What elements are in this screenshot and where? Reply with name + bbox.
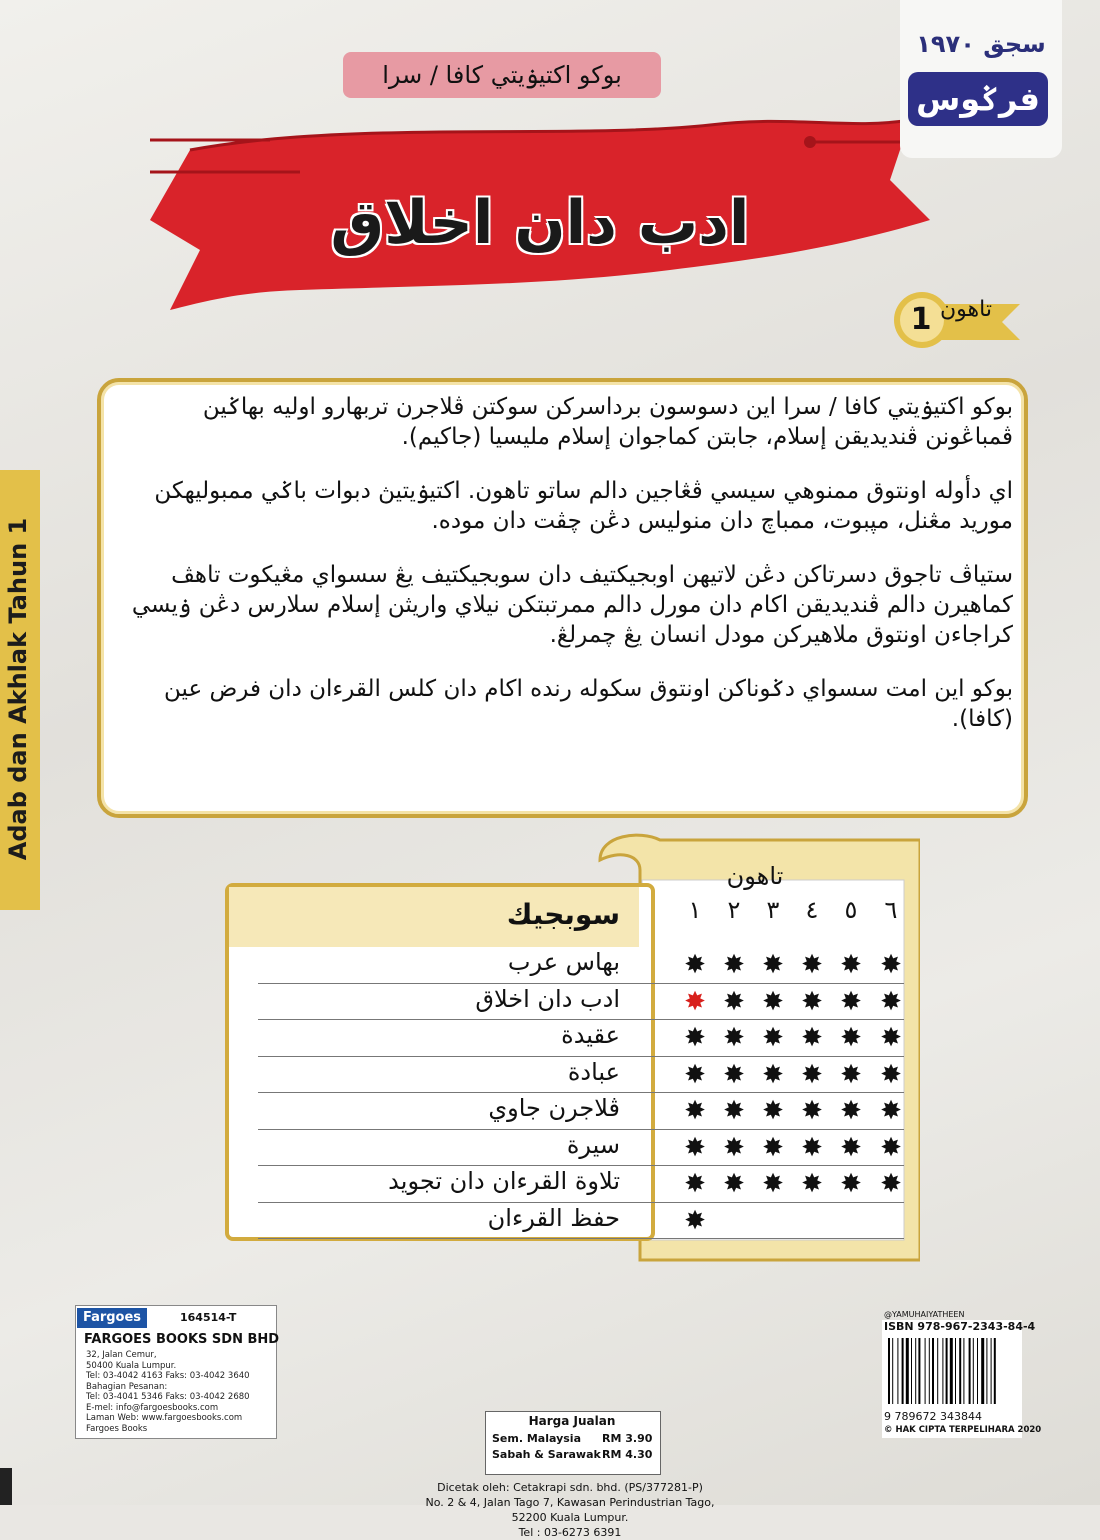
star-icon: ✸ — [880, 986, 902, 1017]
barcode-bar — [994, 1338, 996, 1404]
star-icon: ✸ — [723, 1059, 745, 1090]
barcode-bar — [937, 1338, 938, 1404]
barcode-bar — [911, 1338, 912, 1404]
publisher-line: Bahagian Pesanan: — [86, 1381, 168, 1392]
star-icon: ✸ — [880, 1096, 902, 1126]
star-icon: ✸ — [723, 1096, 745, 1126]
barcode-bar — [892, 1338, 893, 1404]
barcode-bar — [981, 1338, 984, 1404]
star-icon: ✸ — [801, 1096, 823, 1126]
star-icon: ✸ — [801, 1132, 823, 1163]
barcode-bar — [950, 1338, 953, 1404]
star-icon: ✸ — [840, 1132, 862, 1163]
book-title: ادب دان اخلاق — [330, 188, 750, 258]
barcode-bar — [929, 1338, 930, 1404]
publisher-name: FARGOES BOOKS SDN BHD — [84, 1332, 280, 1347]
star-icon: ✸ — [684, 1059, 706, 1090]
star-icon: ✸ — [801, 1169, 823, 1199]
price-region: Sem. Malaysia — [492, 1432, 581, 1445]
barcode-bar — [888, 1338, 890, 1404]
table-row-divider — [258, 1238, 904, 1239]
publisher-line: Tel: 03-4042 4163 Faks: 03-4042 3640 — [86, 1371, 250, 1381]
barcode-bar — [925, 1338, 926, 1404]
publisher-line: Laman Web: www.fargoesbooks.com — [86, 1413, 243, 1423]
star-icon: ✸ — [762, 1132, 784, 1163]
star-icon: ✸ — [762, 1169, 784, 1199]
barcode-bar — [963, 1338, 964, 1404]
star-icon: ✸ — [801, 950, 823, 980]
price-region: Sabah & Sarawak — [492, 1448, 601, 1461]
barcode-bar — [955, 1338, 956, 1404]
barcode-bar — [991, 1338, 992, 1404]
barcode-bar — [906, 1338, 909, 1404]
table-row-divider — [258, 1165, 904, 1166]
publisher-line: Fargoes Books — [86, 1423, 148, 1434]
barcode-bar — [915, 1338, 916, 1404]
year-header: ٥ — [844, 896, 858, 924]
publisher-line: E-mel: info@fargoesbooks.com — [86, 1402, 219, 1413]
publisher-logo: Fargoes — [77, 1308, 147, 1328]
table-row-divider — [258, 1202, 904, 1203]
printer-line: Tel : 03-6273 6391 — [518, 1526, 622, 1539]
barcode-bar — [942, 1338, 943, 1404]
description-paragraph-1: بوكو اكتيۏيتي كافا / سرا اين دسوسون برداسركن سوكتن ڤلاجرن تربهارو اوليه بهاݢين ڤمباڠونن ڤنديديقن إسلام، جابتن كماجوان إسلام مليسيا (جاكيم). — [202, 394, 1013, 450]
publisher-reg: 164514-T — [180, 1311, 237, 1324]
subject-name: بهاس عرب — [507, 948, 620, 976]
star-icon: ✸ — [801, 1023, 823, 1053]
description-text — [125, 392, 1013, 758]
barcode-bar — [977, 1338, 978, 1404]
table-row-divider — [258, 983, 904, 984]
table-header-label: سوبجيك — [506, 898, 620, 931]
star-icon: ✸ — [684, 986, 706, 1017]
star-icon: ✸ — [840, 1096, 862, 1126]
price-value: RM 4.30 — [602, 1448, 653, 1461]
star-icon: ✸ — [723, 950, 745, 980]
star-icon: ✸ — [880, 1132, 902, 1163]
star-icon: ✸ — [880, 950, 902, 980]
publisher-line: 50400 Kuala Lumpur. — [86, 1360, 177, 1371]
year-label: تاهون — [940, 297, 992, 322]
subject-name: عبادة — [567, 1057, 620, 1086]
corner-mark — [0, 1468, 12, 1505]
star-icon: ✸ — [840, 1023, 862, 1053]
years-title: تاهون — [726, 862, 784, 890]
publisher-line: Tel: 03-4041 5346 Faks: 03-4042 2680 — [86, 1392, 250, 1402]
table-row-divider — [258, 1092, 904, 1093]
barcode-bar — [897, 1338, 898, 1404]
star-icon: ✸ — [684, 1096, 706, 1126]
spine-text: Adab dan Akhlak Tahun 1 — [4, 517, 32, 861]
brand-since: سجق ١٩٧٠ — [916, 30, 1046, 58]
subject-name: حفظ القرءان — [487, 1203, 620, 1232]
table-row-divider — [258, 1019, 904, 1020]
printer-line: 52200 Kuala Lumpur. — [511, 1511, 629, 1524]
year-header: ٢ — [727, 896, 741, 924]
table-row-divider — [258, 1129, 904, 1130]
brand-logo: فرݢوس — [908, 72, 1048, 126]
publisher-line: 32, Jalan Cemur, — [86, 1350, 157, 1360]
barcode-bar — [959, 1338, 961, 1404]
subject-name: عقيدة — [561, 1021, 620, 1049]
star-icon: ✸ — [762, 1059, 784, 1090]
printer-line: Dicetak oleh: Cetakrapi sdn. bhd. (PS/377281-P) — [437, 1481, 703, 1494]
barcode-bar — [902, 1338, 904, 1404]
description-paragraph-2: اي دأوله اونتوق ممنوهي سيسي ڤڠاجين دالم ساتو تاهون. اكتيۏيتيڽ دبوات باݢي ممبوليهكن موريد مڠنل، مڽبوت، ممباچ دان منوليس دڠن چڤت دان موده. — [154, 478, 1013, 534]
barcode-bar — [969, 1338, 971, 1404]
star-icon: ✸ — [801, 1059, 823, 1090]
subject-name: تلاوة القرءان دان تجويد — [388, 1167, 620, 1195]
isbn-handle: @YAMUHAIYATHEEN — [884, 1310, 965, 1319]
star-icon: ✸ — [723, 1023, 745, 1053]
isbn-digits: 9 789672 343844 — [884, 1410, 982, 1423]
year-header: ٣ — [766, 896, 780, 924]
star-icon: ✸ — [880, 1023, 902, 1053]
description-paragraph-4: بوكو اين امت سسواي دݢوناكن اونتوق سكوله رنده اكام دان كلس القرءان دان فرض عين (كافا). — [164, 676, 1013, 732]
subject-name: ڤلاجرن جاوي — [488, 1094, 620, 1122]
star-icon: ✸ — [840, 1059, 862, 1090]
star-icon: ✸ — [684, 950, 706, 980]
year-header: ١ — [688, 896, 702, 924]
star-icon: ✸ — [840, 1169, 862, 1199]
star-icon: ✸ — [684, 1132, 706, 1163]
year-header: ٤ — [805, 896, 819, 924]
barcode-bar — [986, 1338, 987, 1404]
price-title: Harga Jualan — [528, 1414, 616, 1428]
star-icon: ✸ — [801, 986, 823, 1017]
barcode-bar — [918, 1338, 920, 1404]
star-icon: ✸ — [880, 1059, 902, 1090]
star-icon: ✸ — [880, 1169, 902, 1199]
isbn-label: ISBN 978-967-2343-84-4 — [884, 1320, 1036, 1333]
subject-name: ادب دان اخلاق — [475, 984, 620, 1013]
barcode-bar — [946, 1338, 948, 1404]
star-icon: ✸ — [840, 986, 862, 1017]
description-paragraph-3: ستياڤ تاجوق دسرتاكن دڠن لاتيهن اوبجيكتيف دان سوبجيكتيف يڠ سسواي مڠيكوت تاهڤ كماهيرن دالم ڤنديديقن اكام دان مورل دالم ممرتبتكن نيلاي واريثن إسلام سلارس دڠن ۏيسي كراجاءن اونتوق ملاهيركن مودل انسان يڠ چمرلڠ. — [131, 562, 1013, 648]
price-value: RM 3.90 — [602, 1432, 653, 1445]
star-icon: ✸ — [684, 1169, 706, 1199]
star-icon: ✸ — [762, 1096, 784, 1126]
barcode-bar — [973, 1338, 974, 1404]
printer-info — [390, 1480, 750, 1540]
star-icon: ✸ — [723, 986, 745, 1017]
star-icon: ✸ — [723, 1132, 745, 1163]
year-number: 1 — [910, 302, 932, 337]
star-icon: ✸ — [684, 1205, 706, 1236]
subject-name: سيرة — [566, 1130, 620, 1159]
table-row-divider — [258, 1056, 904, 1057]
printer-line: No. 2 & 4, Jalan Tago 7, Kawasan Perindustrian Tago, — [425, 1496, 715, 1509]
barcode-bar — [932, 1338, 934, 1404]
star-icon: ✸ — [840, 950, 862, 980]
copyright: © HAK CIPTA TERPELIHARA 2020 — [884, 1425, 1042, 1435]
series-label: بوكو اكتيۏيتي كافا / سرا — [343, 52, 661, 98]
star-icon: ✸ — [723, 1169, 745, 1199]
barcode-icon — [886, 1338, 1018, 1406]
star-icon: ✸ — [762, 950, 784, 980]
star-icon: ✸ — [762, 986, 784, 1017]
star-icon: ✸ — [762, 1023, 784, 1053]
star-icon: ✸ — [684, 1023, 706, 1053]
year-header: ٦ — [884, 896, 898, 924]
